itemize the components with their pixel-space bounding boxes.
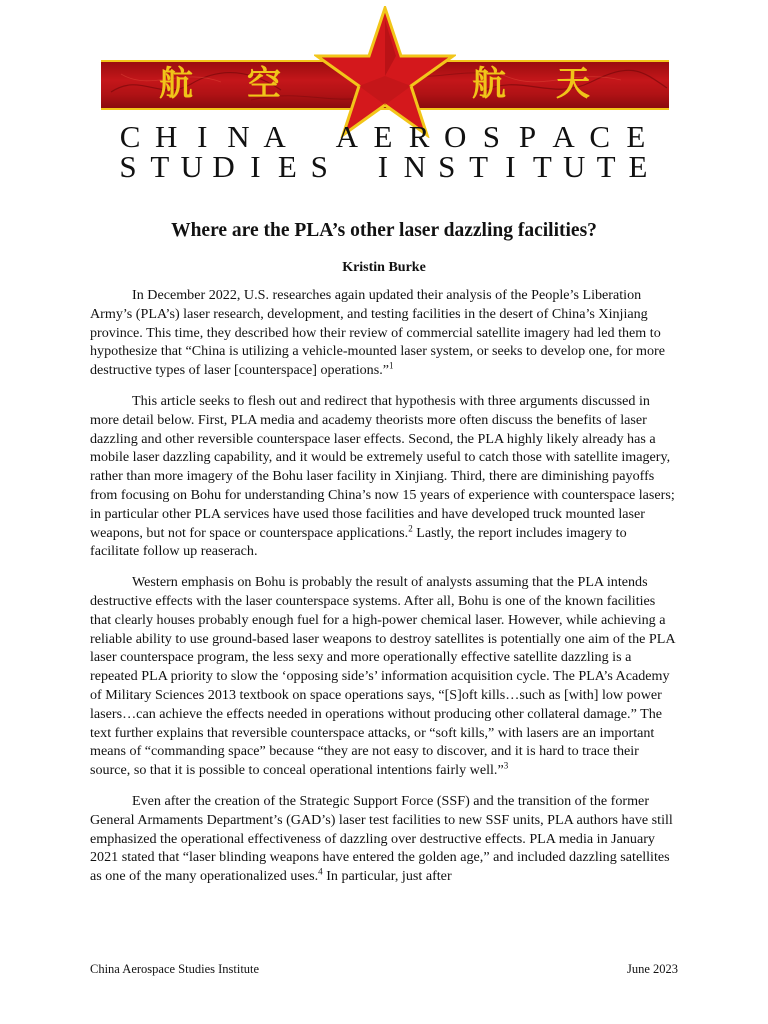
institute-letter: A	[335, 119, 358, 154]
paragraph-2: This article seeks to flesh out and redirect that hypothesis with three arguments discussed in more detail below. First, PLA media and academy theorists more often discuss the benefits of laser dazzling and other reversible counterspace laser effects. Second, the PLA highly likely already has a mobile laser dazzling capability, and it would be extremely useful to catch those with satellite imagery, rather than more imagery of the Bohu laser facility in Xinjiang. Third, there are diminishing payoffs from focusing on Bohu for understanding China’s now 15 years of experience with counterspace lasers; in particular other PLA services have used those facilities and have developed truck mounted laser weapons, but not for space or counterspace applications.$^2$ Lastly, the report includes imagery to facilitate follow up reaserach.	[90, 392, 675, 560]
document-title: Where are the PLA’s other laser dazzling facilities?	[171, 220, 597, 241]
institute-letter: D	[212, 149, 235, 184]
institute-letter: R	[408, 119, 430, 154]
banner-glyph-4: 天	[556, 64, 590, 104]
document-body	[90, 286, 678, 898]
institute-letter	[335, 150, 367, 184]
institute-letter: E	[277, 149, 297, 184]
banner-glyph-1: 航	[159, 64, 193, 104]
institute-letter: T	[532, 149, 552, 184]
institute-letter: I	[197, 119, 208, 154]
institute-letter: S	[119, 149, 137, 184]
banner-glyph-3: 航	[472, 64, 506, 104]
footer-institute: China Aerospace Studies Institute	[90, 962, 260, 976]
footer-date: June 2023	[626, 962, 678, 976]
institute-letter: E	[626, 119, 646, 154]
institute-letter: C	[589, 119, 611, 154]
institute-name-line-2	[112, 150, 654, 184]
institute-letter: I	[250, 149, 261, 184]
institute-letter: E	[628, 149, 648, 184]
footnote-ref[interactable]: 3	[503, 760, 509, 771]
paragraph-4: Even after the creation of the Strategic Support Force (SSF) and the transition of the former General Armaments Department’s (GAD’s) laser test facilities to new SSF units, PLA authors have still emphasized the operational effectiveness of dazzling over destructive effects. PLA media in January 2021 stated that “laser blinding weapons have entered the golden age,” and included dazzling satellites as one of the many operationalized uses.$^4$ In particular, just after	[90, 792, 673, 885]
footnote-ref[interactable]: 4	[318, 866, 323, 877]
paragraph-3: Western emphasis on Bohu is probably the result of analysts assuming that the PLA intends destructive effects with the laser counterspace systems. After all, Bohu is one of the known facilities that clearly houses probably enough fuel for a high-power chemical laser. However, while achieving a reliable ability to use ground-based laser weapons to destroy satellites is potentially one aim of the PLA laser counterspace program, the less sexy and more operationally effective satellite dazzling is a repeated PLA priority to slow the ‘opposing side’s’ information acquisition cycle. The PLA’s Academy of Military Sciences 2013 textbook on space operations says, “[S]oft kills…such as [with] low power lasers…can achieve the effects needed in operations without producing other collateral damage.” The text further explains that reversible counterspace attacks, or “soft kills,” with lasers are an important means of “commanding space” because “they are not easy to discover, and it is hard to trace their source, so that it is possible to conceal operational intentions fairly well.”$^3$	[90, 574, 675, 779]
institute-letter: A	[552, 119, 575, 154]
institute-letter: S	[310, 149, 328, 184]
institute-letter: U	[562, 149, 586, 184]
institute-letter: T	[596, 149, 616, 184]
institute-letter: N	[227, 119, 250, 154]
banner-glyph-2: 空	[247, 64, 281, 104]
institute-letter: A	[263, 119, 286, 154]
institute-letter: I	[505, 149, 516, 184]
institute-letter: O	[443, 119, 467, 154]
institute-letter: H	[154, 119, 178, 154]
paragraph-1: In December 2022, U.S. researches again updated their analysis of the People’s Liberation Army’s (PLA’s) laser research, development, and testing facilities in the desert of China’s Xinjiang province. This time, they described how their review of commercial satellite imagery had led them to hypothesize that “China is utilizing a vehicle-mounted laser system, or seeks to develop one, for more destructive types of laser [counterspace] operations.”$^1$	[90, 287, 665, 379]
institute-letter: E	[373, 119, 393, 154]
institute-letter: U	[180, 149, 203, 184]
institute-letter: T	[469, 149, 489, 184]
institute-letter: P	[518, 119, 537, 154]
institute-letter: T	[150, 149, 170, 184]
institute-letter: S	[438, 149, 456, 184]
institute-letter: N	[403, 149, 426, 184]
document-author: Kristin Burke	[342, 260, 426, 275]
institute-letter: I	[377, 149, 389, 184]
footnote-ref[interactable]: 2	[408, 522, 413, 533]
institute-letter: S	[482, 119, 500, 154]
footnote-ref[interactable]: 1	[388, 360, 394, 371]
institute-letter: C	[119, 119, 141, 154]
